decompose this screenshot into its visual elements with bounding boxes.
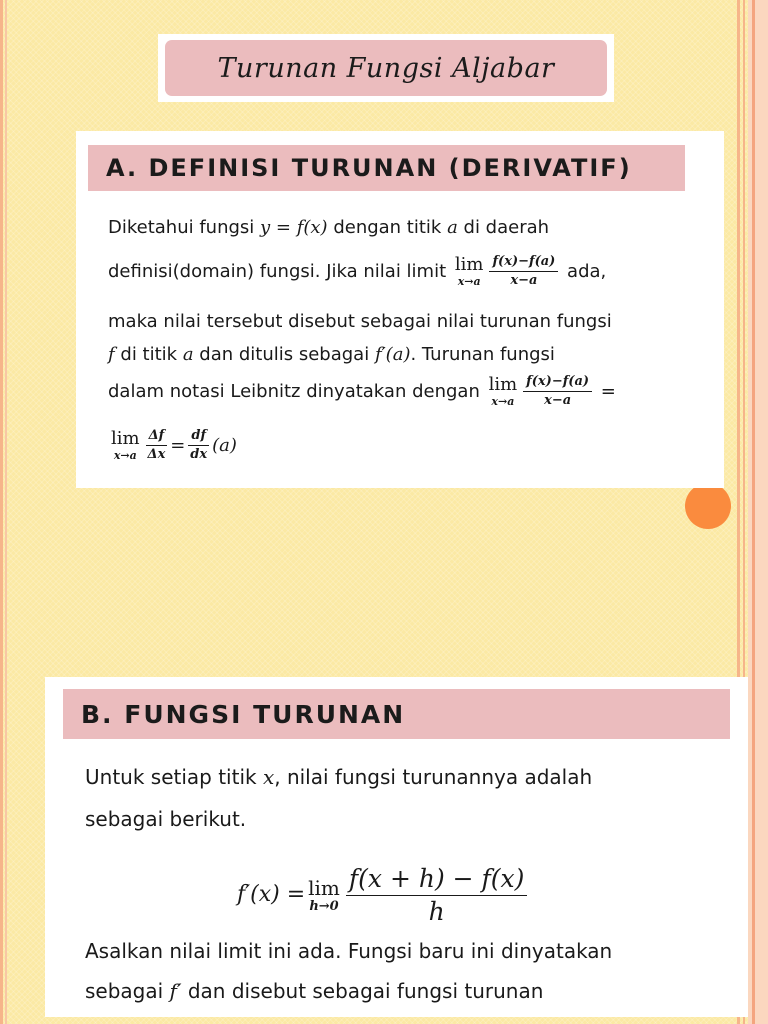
right-border-band	[748, 0, 768, 1024]
limit-operator: lim x→a	[111, 428, 140, 463]
section-b-line-4: sebagai f′ dan disebut sebagai fungsi turunan	[85, 979, 544, 1003]
section-b-card	[45, 677, 748, 1017]
section-a-card	[76, 131, 724, 488]
section-a-line-3: maka nilai tersebut disebut sebagai nilai turunan fungsi	[108, 311, 612, 332]
left-border-stripe-inner	[5, 0, 7, 1024]
delta-fraction: $\frac{\Delta f}{\Delta x}$	[147, 428, 166, 463]
section-b-line-3: Asalkan nilai limit ini ada. Fungsi baru ini dinyatakan	[85, 939, 613, 963]
section-a-heading-bar	[88, 145, 685, 191]
section-a-line-2: definisi(domain) fungsi. Jika nilai limit lim x→a $\frac{f(x)-f(a)}{x-a}$ ada,	[108, 254, 607, 289]
section-b-heading-bar	[63, 689, 730, 739]
section-b-line-1: Untuk setiap titik x, nilai fungsi turunannya adalah	[85, 765, 593, 789]
title-frame	[158, 34, 614, 102]
limit-operator: lim x→a	[488, 374, 518, 409]
section-b-heading: B. FUNGSI TURUNAN	[81, 699, 406, 729]
difference-quotient-fraction: $\frac{f(x)-f(a)}{x-a}$	[489, 255, 558, 289]
decorative-orange-dot	[685, 483, 731, 529]
limit-operator: lim h→0	[308, 875, 340, 914]
section-a-line-1: Diketahui fungsi y = f(x) dengan titik a di daerah	[108, 217, 550, 238]
math-a: a	[447, 217, 458, 238]
section-a-line-6: lim x→a $\frac{\Delta f}{\Delta x}$ = $\frac{df}{dx}$ (a)	[111, 428, 237, 463]
difference-quotient-fraction: $\frac{f(x)-f(a)}{x-a}$	[523, 375, 592, 409]
section-a-line-5: dalam notasi Leibnitz dinyatakan dengan lim x→a $\frac{f(x)-f(a)}{x-a}$ =	[108, 374, 616, 409]
section-b-line-2: sebagai berikut.	[85, 807, 247, 831]
formula-lhs: f′(x) =	[237, 882, 306, 907]
derivative-formula	[237, 865, 530, 925]
right-border-stripe-3	[752, 0, 755, 1024]
section-a-line-4: f di titik a dan ditulis sebagai f′(a). Turunan fungsi	[108, 344, 555, 365]
title-pill	[165, 40, 607, 96]
leibniz-fraction: $\frac{df}{dx}$	[190, 428, 208, 463]
left-border-stripe	[0, 0, 3, 1024]
limit-operator: lim x→a	[454, 254, 484, 289]
math-f-prime-a: f′(a)	[374, 344, 411, 365]
section-a-heading: A. DEFINISI TURUNAN (DERIVATIF)	[106, 154, 632, 182]
math-y-eq-fx: y = f(x)	[260, 217, 328, 238]
page-title: Turunan Fungsi Aljabar	[217, 52, 555, 84]
derivative-fraction: $\frac{f(x + h) - f(x)}{h}$	[346, 865, 528, 925]
